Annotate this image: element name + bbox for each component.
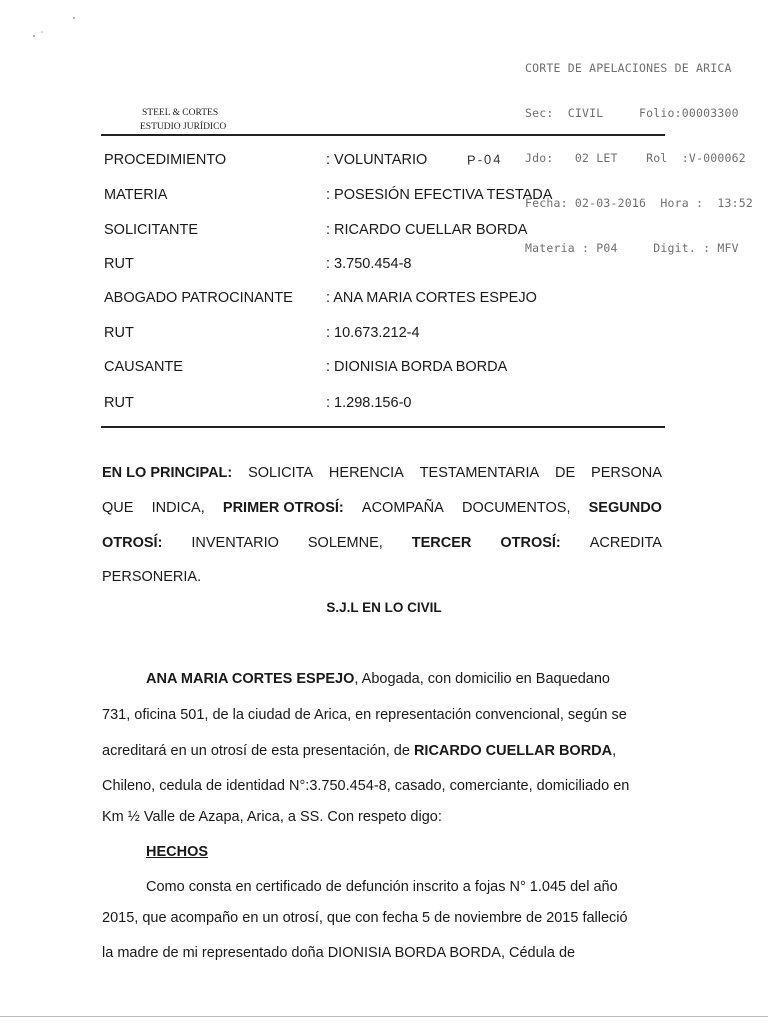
attorney-name: ANA MARIA CORTES ESPEJO (146, 671, 355, 687)
summary-word: EN LO PRINCIPAL: (102, 465, 233, 481)
intro-line (102, 741, 662, 761)
summary-word: OTROSÍ: (500, 535, 561, 551)
hechos-line: 2015, que acompaño en un otrosí, que con fecha 5 de noviembre de 2015 falleció (102, 910, 628, 926)
intro-line: Chileno, cedula de identidad N°:3.750.454-8, casado, comerciante, domiciliado en (102, 778, 630, 794)
summary-word: SOLICITA (248, 465, 314, 481)
summary-line (102, 498, 662, 518)
intro-text: , Abogada, con domicilio en Baquedano (354, 671, 610, 687)
summary-word: PERSONA (591, 465, 662, 481)
field-value-rut: : 3.750.454-8 (326, 256, 412, 272)
field-label-abogado: ABOGADO PATROCINANTE (104, 290, 293, 306)
section-heading-hechos: HECHOS (146, 844, 209, 860)
field-value-procedimiento: : VOLUNTARIO (326, 152, 428, 168)
hechos-line: Como consta en certificado de defunción inscrito a fojas N° 1.045 del año (146, 879, 618, 895)
stamp-line: Fecha: 02-03-2016 Hora : 13:52 (525, 196, 753, 210)
field-value-rut: : 1.298.156-0 (326, 395, 412, 411)
addressee-title: S.J.L EN LO CIVIL (326, 600, 442, 615)
law-firm-letterhead (140, 106, 226, 134)
handwritten-note: P-04 (466, 151, 503, 168)
summary-word: TESTAMENTARIA (419, 465, 540, 481)
hechos-text: la madre de mi representado doña (102, 945, 328, 961)
stamp-line: Jdo: 02 LET Rol :V-000062 (525, 151, 746, 165)
field-label-solicitante: SOLICITANTE (104, 222, 198, 238)
stamp-line: Sec: CIVIL Folio:00003300 (525, 106, 739, 120)
stamp-line: Materia : P04 Digit. : MFV (525, 241, 739, 255)
field-value-rut: : 10.673.212-4 (326, 325, 420, 341)
field-label-rut: RUT (104, 325, 134, 341)
summary-word: HERENCIA (328, 465, 404, 481)
summary-word: INVENTARIO (191, 535, 279, 551)
field-label-rut: RUT (104, 395, 134, 411)
summary-word: OTROSÍ: (102, 535, 163, 551)
summary-word: QUE (102, 500, 134, 516)
summary-word: INDICA, (151, 500, 205, 516)
intro-line (146, 669, 662, 689)
fields-divider (101, 426, 665, 428)
summary-word: DE (555, 465, 576, 481)
field-label-procedimiento: PROCEDIMIENTO (104, 152, 227, 168)
field-value-abogado: : ANA MARIA CORTES ESPEJO (326, 290, 537, 306)
intro-text: , (612, 743, 617, 759)
summary-line (102, 463, 662, 483)
scan-specks (30, 12, 90, 42)
summary-word: ACOMPAÑA (361, 500, 444, 516)
deceased-name: DIONISIA BORDA BORDA (327, 945, 501, 961)
summary-line: PERSONERIA. (102, 569, 202, 585)
intro-line: Km ½ Valle de Azapa, Arica, a SS. Con respeto digo: (102, 809, 442, 825)
summary-line (102, 533, 662, 553)
summary-word: ACREDITA (589, 535, 662, 551)
page-bottom-edge (0, 1016, 768, 1017)
court-reception-stamp (525, 31, 753, 271)
field-value-solicitante: : RICARDO CUELLAR BORDA (326, 222, 528, 238)
intro-text: acreditará en un otrosí de esta presentación, de (102, 743, 414, 759)
summary-word: SOLEMNE, (307, 535, 383, 551)
field-label-rut: RUT (104, 256, 134, 272)
field-label-materia: MATERIA (104, 187, 168, 203)
intro-line: 731, oficina 501, de la ciudad de Arica, en representación convencional, según se (102, 707, 627, 723)
field-value-causante: : DIONISIA BORDA BORDA (326, 359, 508, 375)
field-value-materia: : POSESIÓN EFECTIVA TESTADA (326, 187, 553, 203)
summary-word: SEGUNDO (588, 500, 662, 516)
client-name: RICARDO CUELLAR BORDA (413, 743, 613, 759)
firm-name: STEEL & CORTES (142, 108, 219, 118)
hechos-line (102, 943, 662, 963)
field-label-causante: CAUSANTE (104, 359, 183, 375)
stamp-line: CORTE DE APELACIONES DE ARICA (525, 61, 732, 75)
header-divider (101, 134, 665, 136)
summary-word: TERCER (411, 535, 472, 551)
hechos-text: , Cédula de (500, 945, 576, 961)
summary-word: PRIMER OTROSÍ: (222, 500, 344, 516)
firm-subtitle: ESTUDIO JURÍDICO (140, 122, 227, 132)
summary-word: DOCUMENTOS, (461, 500, 571, 516)
